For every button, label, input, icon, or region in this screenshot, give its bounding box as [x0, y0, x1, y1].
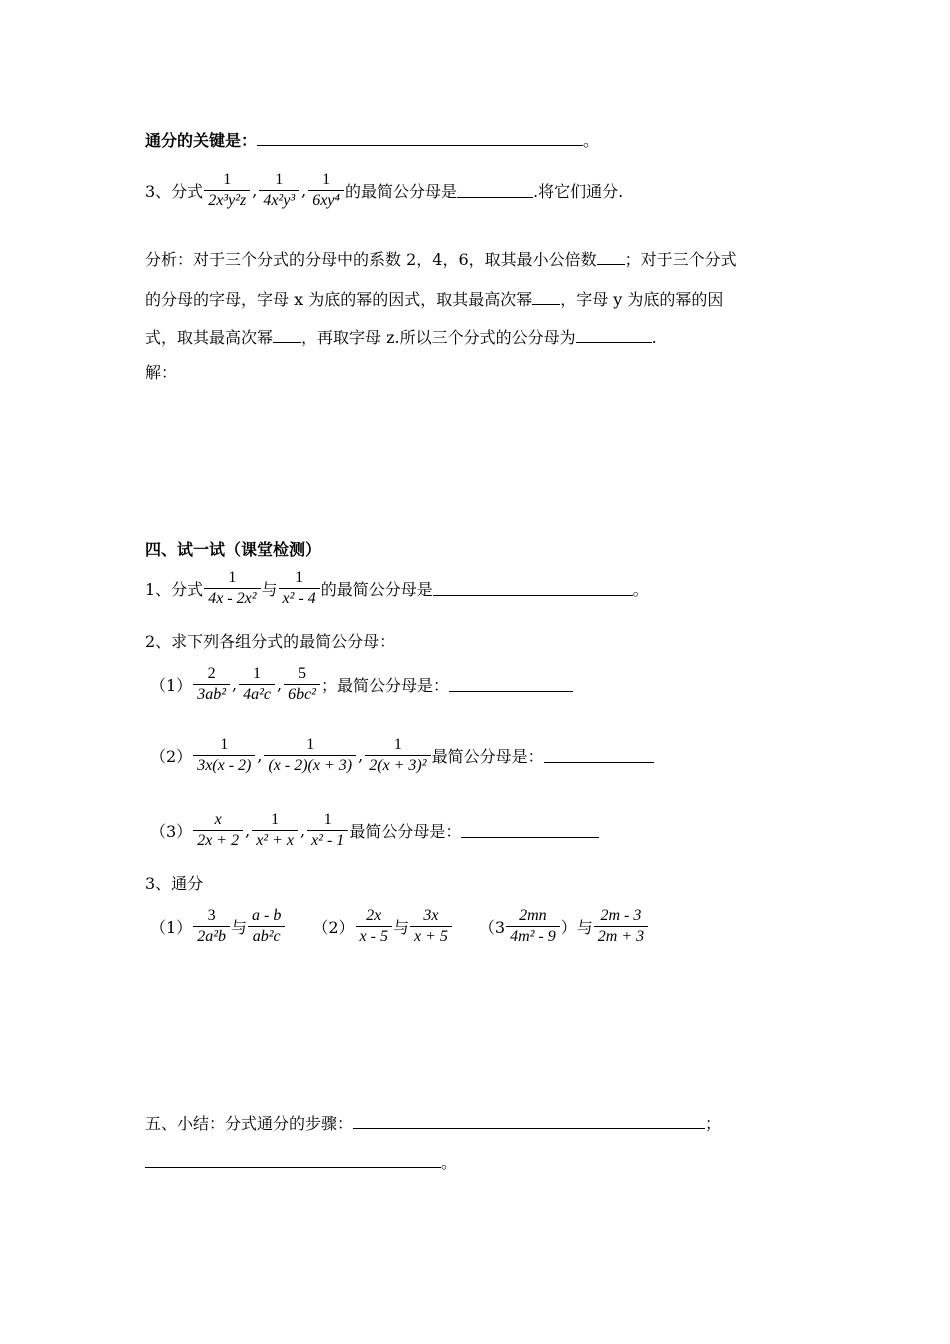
section5-blank-2[interactable] [145, 1153, 441, 1168]
q3-line: 3、分式 $\frac{1}{\text{2x³y²z}}$ , $\frac{1}{\text{4x²y³}}$ , $\frac{1}{\text{6xy⁴}}$ 的最简公分母是 .将它们通分. [145, 171, 624, 209]
t3-fraction-1: $\frac{2mn}{\text{4m² - 9}}$ [506, 906, 560, 947]
section5-line-2: 。 [145, 1150, 457, 1173]
analysis-line-3: 式，取其最高次幂 ，再取字母 z.所以三个分式的公分母为 . [145, 328, 657, 347]
s4-q1-line: 1、分式 $\frac{1}{\text{4x - 2x²}}$ 与 $\frac{1}{\text{x² - 4}}$ 的最简公分母是 。 [145, 569, 649, 607]
section5-line-1: 五、小结：分式通分的步骤： ； [145, 1114, 722, 1133]
s4-q3-items: （1） $\frac{3}{\text{2a²b}}$ 与 $\frac{a - b}{\text{ab²c}}$ （2） $\frac{2x}{x - 5}$ 与 $\frac{3x}{x + 5}$ （3 $\frac{2mn}{\text{4m² - 9}}$ ）与 $\frac{2m - 3}{2m + 3}$ [150, 906, 649, 947]
analysis-line-2: 的分母的字母，字母 x 为底的幂的因式，取其最高次幂 ，字母 y 为底的幂的因 [145, 290, 724, 309]
t1-fraction-2: $\frac{a - b}{\text{ab²c}}$ [248, 906, 285, 947]
s4-q3-title: 3、通分 [145, 874, 204, 893]
g2-fraction-1: $\frac{1}{3x(x - 2)}$ [193, 735, 255, 776]
q3-tail: .将它们通分. [532, 182, 624, 201]
g3-blank[interactable] [461, 823, 599, 838]
t1-fraction-1: $\frac{3}{\text{2a²b}}$ [193, 906, 230, 947]
key-label: 通分的关键是： [145, 131, 258, 150]
analysis-blank-3[interactable] [273, 328, 301, 343]
s4-q2-title: 2、求下列各组分式的最简公分母： [145, 632, 396, 651]
t2-fraction-1: $\frac{2x}{x - 5}$ [356, 906, 392, 947]
key-end: 。 [583, 131, 600, 150]
analysis-line-1: 分析：对于三个分式的分母中的系数 2，4，6，取其最小公倍数 ；对于三个分式 [145, 250, 737, 269]
analysis-blank-4[interactable] [576, 328, 652, 343]
g2-fraction-3: $\frac{1}{\text{2(x + 3)²}}$ [365, 735, 430, 776]
q3-fraction-1: $\frac{1}{\text{2x³y²z}}$ [204, 170, 250, 211]
g1-fraction-3: $\frac{5}{\text{6bc²}}$ [284, 664, 320, 705]
g3-fraction-2: $\frac{1}{\text{x² + x}}$ [252, 810, 298, 851]
analysis-blank-1[interactable] [597, 250, 625, 265]
g1-blank[interactable] [449, 677, 573, 692]
solve-label: 解： [145, 363, 178, 382]
section5-label: 五、小结：分式通分的步骤： [145, 1114, 354, 1133]
t3-fraction-2: $\frac{2m - 3}{2m + 3}$ [594, 906, 648, 947]
q3-prefix: 3、分式 [145, 182, 204, 201]
s4-group-1: （1） $\frac{2}{\text{3ab²}}$ , $\frac{1}{\text{4a²c}}$ , $\frac{5}{\text{6bc²}}$ ；最简公分母是： [150, 664, 573, 705]
s4-group-3: （3） $\frac{x}{2x + 2}$ , $\frac{1}{\text{x² + x}}$ , $\frac{1}{\text{x² - 1}}$ 最简公分母是： [150, 810, 599, 851]
q3-suffix: 的最简公分母是 [344, 182, 457, 201]
analysis-blank-2[interactable] [532, 290, 560, 305]
g1-fraction-1: $\frac{2}{\text{3ab²}}$ [193, 664, 230, 705]
section4-title: 四、试一试（课堂检测） [145, 540, 322, 559]
s4-group-2: （2） $\frac{1}{3x(x - 2)}$ , $\frac{1}{(x - 2)(x + 3)}$ , $\frac{1}{\text{2(x + 3)²}}$ 最简公分母是： [150, 735, 654, 776]
g3-fraction-1: $\frac{x}{2x + 2}$ [193, 810, 243, 851]
section5-blank-1[interactable] [353, 1114, 705, 1129]
s4-q1-fraction-1: $\frac{1}{\text{4x - 2x²}}$ [204, 568, 260, 609]
g3-fraction-3: $\frac{1}{\text{x² - 1}}$ [307, 810, 348, 851]
key-blank[interactable] [257, 131, 583, 146]
g1-fraction-2: $\frac{1}{\text{4a²c}}$ [239, 664, 275, 705]
s4-q1-blank[interactable] [433, 581, 633, 596]
t2-fraction-2: $\frac{3x}{x + 5}$ [410, 906, 452, 947]
g2-fraction-2: $\frac{1}{(x - 2)(x + 3)}$ [264, 735, 356, 776]
q3-blank[interactable] [457, 183, 533, 198]
g2-blank[interactable] [544, 748, 654, 763]
key-line [145, 128, 599, 151]
q3-fraction-2: $\frac{1}{\text{4x²y³}}$ [259, 170, 299, 211]
q3-fraction-3: $\frac{1}{\text{6xy⁴}}$ [308, 170, 344, 211]
s4-q1-fraction-2: $\frac{1}{\text{x² - 4}}$ [279, 568, 320, 609]
